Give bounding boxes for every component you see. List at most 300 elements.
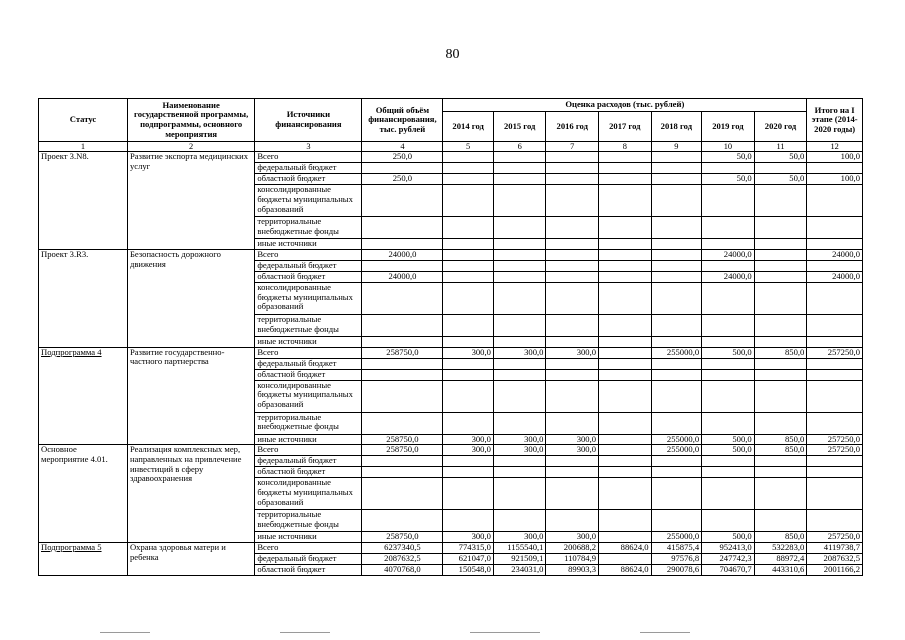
value-y2018 (651, 152, 702, 163)
value-stage (807, 467, 863, 478)
table-body (39, 152, 863, 576)
value-y2014 (443, 510, 494, 532)
row-status: Проект 3.N8. (39, 152, 128, 250)
value-stage (807, 412, 863, 434)
value-y2015 (493, 510, 546, 532)
value-stage (807, 239, 863, 250)
funding-source: территориальные внебюджетные фонды (255, 412, 362, 434)
funding-source: областной бюджет (255, 467, 362, 478)
funding-source: областной бюджет (255, 369, 362, 380)
value-y2017 (599, 315, 652, 337)
funding-source: консолидированные бюджеты муниципальных образований (255, 380, 362, 412)
value-y2017 (599, 239, 652, 250)
value-y2014 (443, 478, 494, 510)
column-number: 7 (546, 142, 599, 152)
value-y2018 (651, 272, 702, 283)
footer-rule (280, 632, 330, 633)
value-y2018: 97576,8 (651, 553, 702, 564)
value-y2014 (443, 163, 494, 174)
value-y2016 (546, 478, 599, 510)
value-y2014: 300,0 (443, 347, 494, 358)
value-y2020: 850,0 (754, 532, 807, 543)
value-y2015 (493, 272, 546, 283)
value-y2015 (493, 337, 546, 348)
row-status: Подпрограмма 5 (39, 542, 128, 575)
value-y2019 (702, 315, 755, 337)
value-y2016 (546, 467, 599, 478)
value-stage: 24000,0 (807, 250, 863, 261)
value-y2020 (754, 239, 807, 250)
funding-source: территориальные внебюджетные фонды (255, 510, 362, 532)
value-y2019 (702, 456, 755, 467)
value-y2019 (702, 185, 755, 217)
value-y2018 (651, 315, 702, 337)
value-y2020 (754, 217, 807, 239)
value-stage: 24000,0 (807, 272, 863, 283)
value-y2015 (493, 261, 546, 272)
value-y2019 (702, 380, 755, 412)
value-y2019 (702, 412, 755, 434)
funding-source: федеральный бюджет (255, 553, 362, 564)
value-y2019: 500,0 (702, 434, 755, 445)
value-y2017 (599, 434, 652, 445)
value-y2016 (546, 152, 599, 163)
value-y2017 (599, 347, 652, 358)
funding-source: Всего (255, 347, 362, 358)
value-y2017 (599, 456, 652, 467)
funding-source: областной бюджет (255, 174, 362, 185)
value-y2018: 415875,4 (651, 542, 702, 553)
funding-source: консолидированные бюджеты муниципальных образований (255, 478, 362, 510)
value-y2015 (493, 163, 546, 174)
footer-rule (100, 632, 150, 633)
value-y2019: 500,0 (702, 532, 755, 543)
value-total (362, 467, 443, 478)
value-y2018 (651, 510, 702, 532)
value-y2019: 50,0 (702, 174, 755, 185)
value-y2015 (493, 283, 546, 315)
value-stage (807, 185, 863, 217)
funding-source: федеральный бюджет (255, 163, 362, 174)
value-y2017 (599, 467, 652, 478)
value-y2019: 247742,3 (702, 553, 755, 564)
value-y2015 (493, 456, 546, 467)
value-total: 250,0 (362, 174, 443, 185)
value-y2020 (754, 163, 807, 174)
value-y2019 (702, 369, 755, 380)
value-y2015: 300,0 (493, 434, 546, 445)
value-y2016 (546, 283, 599, 315)
value-y2020 (754, 283, 807, 315)
value-y2020 (754, 337, 807, 348)
value-total (362, 185, 443, 217)
value-y2015 (493, 315, 546, 337)
value-y2014 (443, 358, 494, 369)
value-y2016: 300,0 (546, 347, 599, 358)
column-number: 12 (807, 142, 863, 152)
value-y2020 (754, 369, 807, 380)
value-y2018 (651, 217, 702, 239)
value-y2019 (702, 283, 755, 315)
value-y2017 (599, 261, 652, 272)
value-y2020: 850,0 (754, 445, 807, 456)
value-y2016 (546, 510, 599, 532)
value-y2018 (651, 369, 702, 380)
value-y2019: 50,0 (702, 152, 755, 163)
value-y2020: 532283,0 (754, 542, 807, 553)
value-stage: 2087632,5 (807, 553, 863, 564)
row-program-name: Безопасность дорожного движения (127, 250, 254, 348)
value-y2015 (493, 250, 546, 261)
value-y2014 (443, 456, 494, 467)
value-y2017 (599, 553, 652, 564)
value-y2014 (443, 152, 494, 163)
row-program-name: Развитие государственно-частного партнерства (127, 347, 254, 445)
header-name: Наименование государственной программы, подпрограммы, основного мероприятия (127, 99, 254, 142)
value-y2014 (443, 239, 494, 250)
value-y2016: 300,0 (546, 532, 599, 543)
value-y2017: 88624,0 (599, 542, 652, 553)
value-y2017 (599, 510, 652, 532)
value-y2019 (702, 337, 755, 348)
funding-source: иные источники (255, 532, 362, 543)
value-y2015 (493, 152, 546, 163)
value-y2016 (546, 272, 599, 283)
value-stage (807, 217, 863, 239)
value-y2019 (702, 217, 755, 239)
value-y2020: 443310,6 (754, 564, 807, 575)
value-y2018 (651, 380, 702, 412)
value-y2018: 255000,0 (651, 434, 702, 445)
value-y2014 (443, 174, 494, 185)
value-total (362, 369, 443, 380)
value-y2014 (443, 315, 494, 337)
value-y2020 (754, 272, 807, 283)
funding-source: иные источники (255, 239, 362, 250)
column-number: 10 (702, 142, 755, 152)
value-stage (807, 380, 863, 412)
column-number: 1 (39, 142, 128, 152)
value-y2015: 300,0 (493, 347, 546, 358)
value-y2020 (754, 315, 807, 337)
value-total: 258750,0 (362, 445, 443, 456)
value-y2016 (546, 250, 599, 261)
value-y2014 (443, 380, 494, 412)
value-stage: 100,0 (807, 152, 863, 163)
funding-source: федеральный бюджет (255, 261, 362, 272)
value-y2017 (599, 272, 652, 283)
value-y2014 (443, 261, 494, 272)
column-number: 2 (127, 142, 254, 152)
value-stage: 100,0 (807, 174, 863, 185)
value-y2014: 300,0 (443, 434, 494, 445)
column-number: 11 (754, 142, 807, 152)
value-stage (807, 283, 863, 315)
value-y2019 (702, 467, 755, 478)
value-y2019: 24000,0 (702, 272, 755, 283)
value-y2020: 50,0 (754, 152, 807, 163)
value-y2017 (599, 337, 652, 348)
table-row (39, 542, 863, 553)
value-y2015: 921509,1 (493, 553, 546, 564)
value-y2014 (443, 217, 494, 239)
value-y2016 (546, 239, 599, 250)
value-total: 250,0 (362, 152, 443, 163)
value-y2017 (599, 185, 652, 217)
header-year-2015: 2015 год (493, 112, 546, 142)
funding-source: иные источники (255, 434, 362, 445)
funding-source: консолидированные бюджеты муниципальных образований (255, 185, 362, 217)
value-total (362, 380, 443, 412)
value-stage (807, 261, 863, 272)
value-total: 2087632,5 (362, 553, 443, 564)
value-y2019: 500,0 (702, 445, 755, 456)
value-total: 6237340,5 (362, 542, 443, 553)
funding-source: территориальные внебюджетные фонды (255, 315, 362, 337)
value-y2018 (651, 163, 702, 174)
value-y2016 (546, 337, 599, 348)
value-y2020: 50,0 (754, 174, 807, 185)
header-estimate: Оценка расходов (тыс. рублей) (443, 99, 807, 112)
value-y2019: 500,0 (702, 347, 755, 358)
funding-source: федеральный бюджет (255, 358, 362, 369)
value-stage: 257250,0 (807, 347, 863, 358)
value-total: 258750,0 (362, 347, 443, 358)
value-y2020 (754, 456, 807, 467)
row-status: Подпрограмма 4 (39, 347, 128, 445)
value-y2015 (493, 380, 546, 412)
value-y2017 (599, 369, 652, 380)
value-y2019 (702, 510, 755, 532)
value-stage: 257250,0 (807, 434, 863, 445)
value-y2019: 24000,0 (702, 250, 755, 261)
value-stage: 4119738,7 (807, 542, 863, 553)
value-y2017 (599, 478, 652, 510)
value-y2014 (443, 369, 494, 380)
value-total (362, 456, 443, 467)
value-y2020: 88972,4 (754, 553, 807, 564)
column-number: 5 (443, 142, 494, 152)
value-y2014 (443, 272, 494, 283)
funding-source: областной бюджет (255, 272, 362, 283)
value-y2017 (599, 174, 652, 185)
value-y2015 (493, 174, 546, 185)
value-total (362, 510, 443, 532)
value-y2018 (651, 412, 702, 434)
value-y2015 (493, 358, 546, 369)
value-y2019 (702, 239, 755, 250)
column-number: 6 (493, 142, 546, 152)
value-y2015 (493, 369, 546, 380)
value-y2016 (546, 217, 599, 239)
value-y2020 (754, 358, 807, 369)
value-y2017: 88624,0 (599, 564, 652, 575)
value-y2017 (599, 283, 652, 315)
value-y2018 (651, 250, 702, 261)
header-year-2014: 2014 год (443, 112, 494, 142)
value-y2016: 300,0 (546, 445, 599, 456)
value-stage: 257250,0 (807, 532, 863, 543)
value-total (362, 217, 443, 239)
row-program-name: Реализация комплексных мер, направленных на привлечение инвестиций в сферу здравоохранения (127, 445, 254, 543)
value-y2020 (754, 250, 807, 261)
value-stage: 257250,0 (807, 445, 863, 456)
value-y2015: 300,0 (493, 532, 546, 543)
value-y2018 (651, 358, 702, 369)
value-total (362, 412, 443, 434)
value-stage (807, 456, 863, 467)
financing-table (38, 98, 863, 576)
value-y2014 (443, 337, 494, 348)
value-total (362, 283, 443, 315)
value-total: 258750,0 (362, 434, 443, 445)
value-y2019 (702, 163, 755, 174)
header-stage-total: Итого на I этапе (2014-2020 годы) (807, 99, 863, 142)
value-y2018 (651, 283, 702, 315)
value-y2017 (599, 380, 652, 412)
column-number: 4 (362, 142, 443, 152)
column-number: 8 (599, 142, 652, 152)
funding-source: территориальные внебюджетные фонды (255, 217, 362, 239)
table-row (39, 445, 863, 456)
value-y2018 (651, 185, 702, 217)
value-y2016 (546, 315, 599, 337)
value-y2014 (443, 250, 494, 261)
funding-source: областной бюджет (255, 564, 362, 575)
value-y2016 (546, 185, 599, 217)
value-y2016: 200688,2 (546, 542, 599, 553)
value-y2014: 300,0 (443, 445, 494, 456)
value-y2016 (546, 456, 599, 467)
value-stage (807, 478, 863, 510)
value-y2018: 255000,0 (651, 445, 702, 456)
value-y2018 (651, 239, 702, 250)
value-y2016 (546, 163, 599, 174)
value-stage (807, 358, 863, 369)
value-stage (807, 337, 863, 348)
table-row (39, 250, 863, 261)
header-year-2017: 2017 год (599, 112, 652, 142)
header-year-2018: 2018 год (651, 112, 702, 142)
row-status: Основное мероприятие 4.01. (39, 445, 128, 543)
funding-source: Всего (255, 542, 362, 553)
value-y2016 (546, 358, 599, 369)
value-y2014: 150548,0 (443, 564, 494, 575)
value-y2015 (493, 467, 546, 478)
value-y2019 (702, 478, 755, 510)
value-y2014: 300,0 (443, 532, 494, 543)
value-y2017 (599, 532, 652, 543)
value-y2018 (651, 337, 702, 348)
value-y2018: 255000,0 (651, 347, 702, 358)
footer-rule (640, 632, 690, 633)
value-y2017 (599, 163, 652, 174)
value-y2018 (651, 467, 702, 478)
value-y2017 (599, 250, 652, 261)
value-y2016 (546, 261, 599, 272)
value-y2020: 850,0 (754, 347, 807, 358)
column-number: 3 (255, 142, 362, 152)
header-year-2020: 2020 год (754, 112, 807, 142)
value-y2016: 300,0 (546, 434, 599, 445)
footer-rule (470, 632, 540, 633)
value-total: 258750,0 (362, 532, 443, 543)
value-y2016 (546, 174, 599, 185)
value-y2016 (546, 380, 599, 412)
value-y2020 (754, 467, 807, 478)
value-y2016: 89903,3 (546, 564, 599, 575)
value-y2015 (493, 239, 546, 250)
value-y2018 (651, 261, 702, 272)
value-y2018 (651, 174, 702, 185)
value-y2018 (651, 456, 702, 467)
row-program-name: Охрана здоровья матери и ребенка (127, 542, 254, 575)
funding-source: Всего (255, 250, 362, 261)
value-y2015 (493, 217, 546, 239)
header-year-2019: 2019 год (702, 112, 755, 142)
header-status: Статус (39, 99, 128, 142)
funding-source: Всего (255, 152, 362, 163)
funding-source: иные источники (255, 337, 362, 348)
value-y2017 (599, 445, 652, 456)
table-row (39, 347, 863, 358)
header-year-2016: 2016 год (546, 112, 599, 142)
value-total (362, 163, 443, 174)
value-y2020 (754, 510, 807, 532)
value-y2020 (754, 380, 807, 412)
funding-source: Всего (255, 445, 362, 456)
value-y2016 (546, 369, 599, 380)
value-y2018: 255000,0 (651, 532, 702, 543)
value-y2020 (754, 412, 807, 434)
column-number: 9 (651, 142, 702, 152)
value-y2015: 234031,0 (493, 564, 546, 575)
value-stage: 2001166,2 (807, 564, 863, 575)
value-y2015: 300,0 (493, 445, 546, 456)
row-status: Проект 3.R3. (39, 250, 128, 348)
value-y2019: 704670,7 (702, 564, 755, 575)
value-y2014 (443, 185, 494, 217)
value-y2020: 850,0 (754, 434, 807, 445)
value-y2019 (702, 358, 755, 369)
value-y2014 (443, 412, 494, 434)
row-program-name: Развитие экспорта медицинских услуг (127, 152, 254, 250)
page-number: 80 (445, 47, 460, 62)
value-y2017 (599, 217, 652, 239)
value-y2020 (754, 185, 807, 217)
column-number-row (39, 142, 863, 152)
value-y2017 (599, 358, 652, 369)
value-stage (807, 369, 863, 380)
value-y2018 (651, 478, 702, 510)
value-stage (807, 315, 863, 337)
value-total (362, 239, 443, 250)
value-y2020 (754, 478, 807, 510)
value-y2015: 1155540,1 (493, 542, 546, 553)
value-y2015 (493, 478, 546, 510)
value-total: 24000,0 (362, 250, 443, 261)
value-y2018: 290078,6 (651, 564, 702, 575)
value-total (362, 261, 443, 272)
value-y2014 (443, 467, 494, 478)
value-y2015 (493, 185, 546, 217)
value-y2014: 621047,0 (443, 553, 494, 564)
value-total: 24000,0 (362, 272, 443, 283)
value-stage (807, 510, 863, 532)
value-y2019 (702, 261, 755, 272)
header-total: Общий объём финансирования, тыс. рублей (362, 99, 443, 142)
value-total (362, 358, 443, 369)
